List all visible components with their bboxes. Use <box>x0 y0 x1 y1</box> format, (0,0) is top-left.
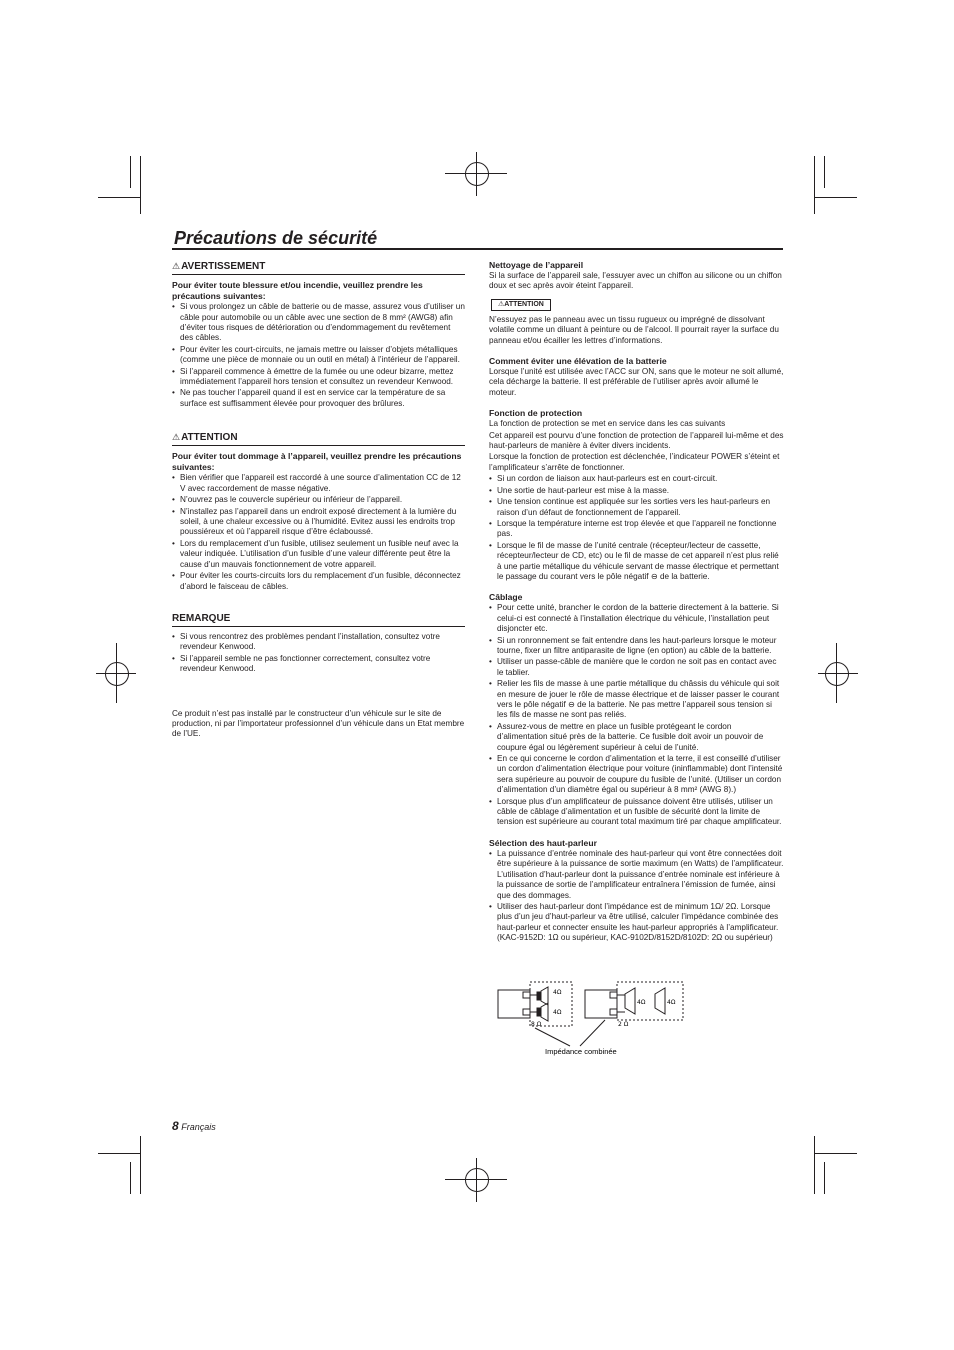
cleaning-heading: Nettoyage de l’appareil <box>489 260 584 270</box>
protection-text: La fonction de protection se met en service dans les cas suivants <box>489 419 726 429</box>
battery-heading: Comment éviter une élévation de la batterie <box>489 356 667 367</box>
list-item: • En ce qui concerne le cordon d’alimentation et la terre, il est conseillé d’utiliser un cordon d’alimentation électrique pour voiture (ininflammable) dont l’intensité sera supérieure au pouvoir de coupure du fusible de l’unité. (Utiliser un cordon d’alimentation d’un diamètre égal ou supérieur à 8 mm² (AWG 8).) <box>489 754 784 796</box>
speakers-heading: Sélection des haut-parleur <box>489 837 597 848</box>
wiring-list <box>489 603 784 828</box>
warning-triangle-icon: ⚠ <box>172 432 181 443</box>
impedance-label: 2 Ω <box>618 1021 629 1028</box>
list-item: • Lorsque le fil de masse de l’unité centrale (récepteur/lecteur de cassette, récepteur/lecteur de CD, etc) ou le fil de masse de cet appareil n’est plus relié à une partie métallique du véhicule servant de masse électrique et permettant le passage du courant vers le pôle négatif ⊖ de la batterie. <box>489 541 784 583</box>
wiring-section <box>489 592 784 828</box>
list-item: • Une sortie de haut-parleur est mise à la masse. <box>489 486 784 496</box>
list-item: • Utiliser un passe-câble de manière que le cordon ne soit pas en contact avec le tablier. <box>489 657 784 678</box>
list-item: • Si l’appareil commence à émettre de la fumée ou une odeur bizarre, mettez immédiatement l’appareil hors tension et consultez un revendeur Kenwood. <box>172 367 465 388</box>
attention-lead: Pour éviter tout dommage à l’appareil, veuillez prendre les précautions suivantes: <box>172 451 462 472</box>
list-item: • Pour éviter les court-circuits, ne jamais mettre ou laisser d’objets métalliques (comme une pièce de monnaie ou un outil en métal) à l’intérieur de l’appareil. <box>172 345 465 366</box>
warning-heading: ⚠AVERTISSEMENT <box>172 260 465 275</box>
arrow-icon <box>535 1020 605 1046</box>
impedance-label: 4Ω <box>553 989 562 996</box>
list-item: • Si l’appareil semble ne pas fonctionner correctement, consultez votre revendeur Kenwood. <box>172 654 465 675</box>
warning-section <box>172 260 465 409</box>
wiring-heading: Câblage <box>489 592 523 603</box>
impedance-diagram <box>495 980 695 1060</box>
title-rule <box>172 248 783 250</box>
list-item: • Pour éviter les courts-circuits lors du remplacement d’un fusible, déconnectez d’abord le faisceau de câbles. <box>172 571 465 592</box>
impedance-label: 4Ω <box>637 999 646 1006</box>
list-item: • Utiliser des haut-parleur dont l’impédance est de minimum 1Ω/ 2Ω. Lorsque plus d’un jeu d’haut-parleur va être utilisé, calculer l’impédance combinée des haut-parleur et connecter ensuite les haut-parleur appropriés à l’amplificateur. (KAC-9152D: 1Ω ou supérieur, KAC-9102D/8152D/8102D: 2Ω ou supérieur) <box>489 902 784 944</box>
warning-lead: Pour éviter toute blessure et/ou incendie, veuillez prendre les précautions suivantes: <box>172 280 423 301</box>
remarque-section <box>172 612 465 675</box>
protection-text: Cet appareil est pourvu d’une fonction de protection de l’appareil lui-même et des haut-parleurs de manière à éviter divers incidents. <box>489 430 784 451</box>
list-item: • Relier les fils de masse à une partie métallique du châssis du véhicule qui soit en mesure de jouer le rôle de masse électrique et de laisser passer le courant vers le pôle négatif ⊖ de la batterie. Ne pas mettre l’appareil sous tension si les fils de masse ne sont pas reliés. <box>489 679 784 721</box>
protection-section <box>489 408 784 582</box>
attention-list <box>172 473 465 591</box>
list-item: • Lorsque plus d’un amplificateur de puissance doivent être utilisés, utiliser un câble de câblage d’alimentation et un fusible de sécurité dont la limite de tension est supérieure au courant total maximum tiré par chaque amplificateur. <box>489 797 784 828</box>
right-column <box>489 260 784 954</box>
list-item: • Assurez-vous de mettre en place un fusible protégeant le cordon d’alimentation situé près de la batterie. Ce fusible doit avoir un pouvoir de coupure égal ou légèrement supérieur à celui de l’unité. <box>489 722 784 753</box>
amplifier-icon <box>585 990 617 1018</box>
page-title: Précautions de sécurité <box>174 228 378 248</box>
attention-badge: ⚠ATTENTION <box>491 299 551 311</box>
list-item: • La puissance d’entrée nominale des haut-parleur qui vont être connectées doit être supérieure à la puissance de sortie maximum (en Watts) de l’amplificateur. L’utilisation d’haut-parleur dont la puissance d’entrée nominale est inférieure à la puissance de sortie de l’amplificateur entraînera l’émission de fumée, ainsi que des dommages. <box>489 849 784 901</box>
battery-text: Lorsque l’unité est utilisée avec l’ACC sur ON, sans que le moteur ne soit allumé, cela décharge la batterie. Il est préférable de l’utiliser après avoir allumé le moteur. <box>489 367 784 397</box>
eu-note: Ce produit n’est pas installé par le constructeur d’un véhicule sur le site de production, ni par l’importateur professionnel d’un véhicule dans un Etat membre de l’UE. <box>172 708 465 739</box>
battery-section <box>489 356 784 398</box>
diagram-caption: Impédance combinée <box>545 1047 617 1056</box>
remarque-list <box>172 632 465 675</box>
protection-list <box>489 474 784 582</box>
list-item: • Une tension continue est appliquée sur les sorties vers les haut-parleurs en raison d’un défaut de fonctionnement de l’appareil. <box>489 497 784 518</box>
warning-triangle-icon: ⚠ <box>498 300 505 308</box>
attention-section <box>172 431 465 592</box>
speaker-icon <box>541 987 548 1005</box>
speaker-icon <box>541 1003 548 1021</box>
list-item: • Lorsque la température interne est trop élevée et que l’appareil ne fonctionne pas. <box>489 519 784 540</box>
protection-text: Lorsque la fonction de protection est déclenchée, l’indicateur POWER s’éteint et l’amplificateur s’arrête de fonctionner. <box>489 452 780 472</box>
impedance-label: 4Ω <box>667 999 676 1006</box>
list-item: • N’installez pas l’appareil dans un endroit exposé directement à la lumière du soleil, à une chaleur excessive ou à l’humidité. Evitez aussi les endroits trop poussiéreux et où l’appareil risque d’être éclaboussé. <box>172 507 465 538</box>
speaker-icon <box>537 1008 541 1016</box>
warning-triangle-icon: ⚠ <box>172 261 181 271</box>
list-item: • Si un ronronnement se fait entendre dans les haut-parleurs lorsque le moteur tourne, fixer un filtre antiparasite de ligne (en option) au câble de la batterie. <box>489 636 784 657</box>
speakers-models: (KAC-9152D: 1Ω ou supérieur, KAC-9102D/8152D/8102D: 2Ω ou supérieur) <box>497 933 773 943</box>
cleaning-section <box>489 260 784 346</box>
speakers-section <box>489 838 784 944</box>
combined-box <box>530 982 572 1026</box>
list-item: • Ne pas toucher l’appareil quand il est en service car la température de sa surface est suffisamment élevée pour provoquer des brûlures. <box>172 388 465 409</box>
page-number: 8 <box>172 1119 179 1133</box>
amplifier-icon <box>498 990 530 1018</box>
cleaning-text: Si la surface de l’appareil sale, l’essuyer avec un chiffon au silicone ou un chiffon doux et sec après avoir éteint l’appareil. <box>489 271 782 291</box>
cleaning-attention-text: N’essuyez pas le panneau avec un tissu rugueux ou imprégné de dissolvant volatile comme un diluant à peinture ou de l’alcool. Il pourrait rayer la surface du panneau et/ou écailler les lettres d’informations. <box>489 314 779 345</box>
left-column <box>172 260 465 741</box>
attention-heading: ⚠ATTENTION <box>172 431 465 446</box>
list-item: • N’ouvrez pas le couvercle supérieur ou inférieur de l’appareil. <box>172 495 465 505</box>
list-item: • Si vous prolongez un câble de batterie ou de masse, assurez vous d’utiliser un câble pour automobile ou un câble avec une section de 8 mm² (AWG8) afin d’éviter tous risques de détérioration ou d’endommagement du revêtement des câbles. <box>172 302 465 344</box>
impedance-label: 4Ω <box>553 1009 562 1016</box>
footer-language: Français <box>181 1122 216 1132</box>
list-item: • Si vous rencontrez des problèmes pendant l’installation, consultez votre revendeur Kenwood. <box>172 632 465 653</box>
remarque-heading: REMARQUE <box>172 612 465 627</box>
list-item: • Pour cette unité, brancher le cordon de la batterie directement à la batterie. Si celui-ci est connecté à l’installation électrique du véhicule, l’installation peut disjoncter etc. <box>489 603 784 634</box>
page-footer <box>172 1119 216 1133</box>
protection-heading: Fonction de protection <box>489 408 583 419</box>
speakers-list <box>489 849 784 944</box>
list-item: • Bien vérifier que l’appareil est raccordé à une source d’alimentation CC de 12 V avec raccordement de masse négative. <box>172 473 465 494</box>
impedance-label: 8 Ω <box>531 1021 542 1028</box>
speaker-icon <box>655 988 665 1014</box>
list-item: • Si un cordon de liaison aux haut-parleurs est en court-circuit. <box>489 474 784 484</box>
speaker-icon <box>625 988 635 1014</box>
list-item: • Lors du remplacement d’un fusible, utilisez seulement un fusible neuf avec la valeur indiquée. L’utilisation d’un fusible d’une valeur différente peut être la cause d’un mauvais fonctionnement de votre appareil. <box>172 539 465 570</box>
speaker-icon <box>537 992 541 1000</box>
warning-list <box>172 302 465 409</box>
